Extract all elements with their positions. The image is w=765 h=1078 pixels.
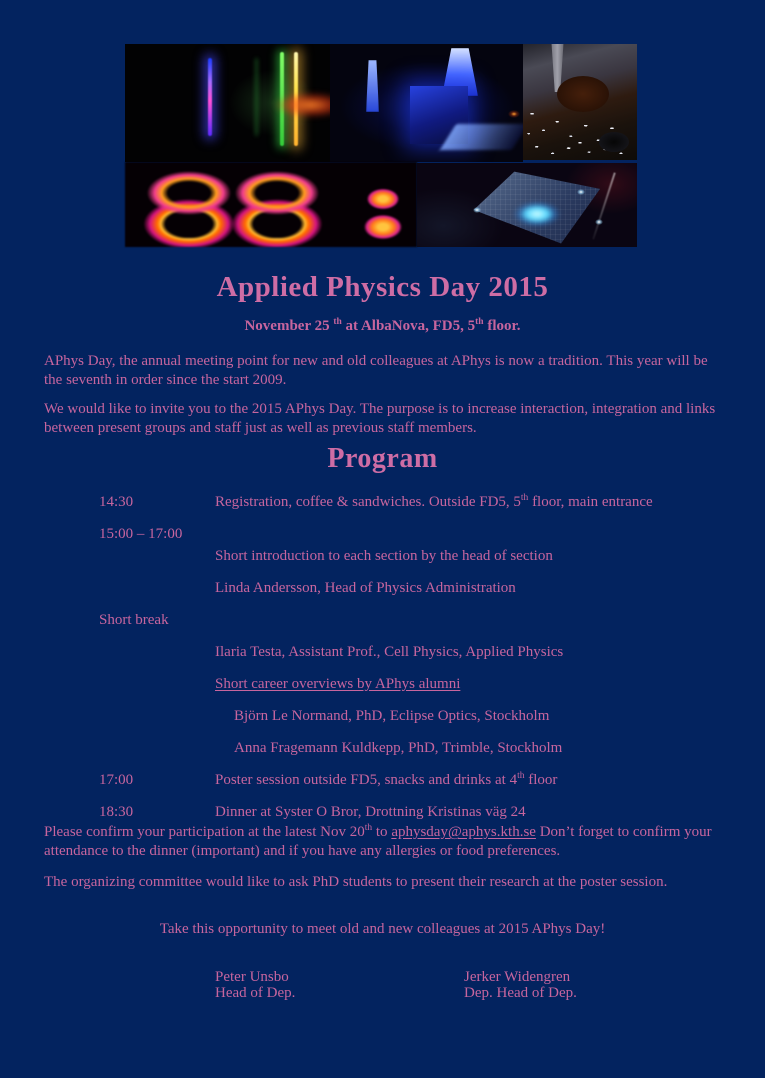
text-segment: floor: [524, 772, 558, 788]
signatures: [215, 969, 695, 1001]
text-segment: at AlbaNova, FD5, 5: [341, 318, 476, 334]
text-segment: Linda Andersson, Head of Physics Administration: [215, 580, 516, 596]
program-time: 18:30: [99, 804, 134, 820]
program-time: [99, 579, 215, 598]
signature-title: Head of Dep.: [215, 985, 296, 1001]
signature-block: [215, 969, 464, 1001]
superscript: th: [520, 493, 529, 503]
program-time: [99, 739, 215, 758]
text-segment: Short introduction to each section by the head of section: [215, 548, 553, 564]
signature-name: Peter Unsbo: [215, 969, 289, 985]
microchip-photo: [417, 163, 637, 247]
event-subtitle: [0, 318, 765, 335]
program-description: [215, 771, 729, 790]
program-row: [99, 803, 729, 822]
text-segment: to: [372, 824, 392, 840]
superscript: th: [333, 317, 342, 327]
program-heading: Program: [327, 443, 438, 474]
program-row: [99, 675, 729, 694]
superscript: th: [475, 317, 484, 327]
program-description: [215, 643, 729, 662]
confirmation-paragraph: [44, 823, 726, 861]
beam-profile-rings-photo: [125, 162, 417, 247]
text-segment: Poster session outside FD5, snacks and drinks at 4: [215, 772, 518, 788]
text-segment: November 25: [244, 318, 334, 334]
program-row: [99, 525, 729, 544]
laser-spectra-photo: [125, 44, 330, 162]
closing-invite: Take this opportunity to meet old and new colleagues at 2015 APhys Day!: [159, 921, 606, 937]
optics-lab-photo: [330, 44, 523, 162]
program-description: [215, 493, 729, 512]
program-time: [99, 675, 215, 694]
program-row: [99, 643, 729, 662]
program-row: [99, 493, 729, 512]
program-row: [99, 739, 729, 758]
text-segment: Dinner at Syster O Bror, Drottning Kristinas väg 24: [215, 804, 526, 820]
email-link[interactable]: aphysday@aphys.kth.se: [391, 824, 536, 840]
text-segment: Please confirm your participation at the latest Nov 20: [44, 824, 365, 840]
program-list: [99, 493, 729, 835]
text-segment: Anna Fragemann Kuldkepp, PhD, Trimble, Stockholm: [234, 740, 563, 756]
program-time: 15:00 – 17:00: [99, 526, 183, 542]
machined-parts-photo: [523, 44, 637, 160]
signature-block: [464, 969, 577, 1001]
event-title: Applied Physics Day 2015: [216, 271, 549, 303]
program-time: 14:30: [99, 494, 134, 510]
text-segment: Registration, coffee & sandwiches. Outside FD5, 5: [215, 494, 521, 510]
photo-collage: [125, 44, 637, 247]
program-time: [99, 643, 215, 662]
program-row: [99, 547, 729, 566]
program-description: [215, 707, 729, 726]
program-time: [99, 547, 215, 566]
program-row: [99, 707, 729, 726]
program-description: [215, 547, 729, 566]
phd-note-paragraph: The organizing committee would like to ask PhD students to present their research at the poster session.: [44, 874, 668, 890]
text-segment: Don’t forget to confirm your attendance to the dinner (important) and if you have any allergies or food preferences.: [44, 824, 712, 859]
text-segment: Björn Le Normand, PhD, Eclipse Optics, Stockholm: [234, 708, 550, 724]
intro-paragraph-2: We would like to invite you to the 2015 APhys Day. The purpose is to increase interaction, integration and links between present groups and staff just as well as previous staff members.: [44, 401, 716, 436]
program-time: 17:00: [99, 772, 134, 788]
signature-title: Dep. Head of Dep.: [464, 985, 577, 1001]
program-description: [215, 579, 729, 598]
signature-name: Jerker Widengren: [464, 969, 571, 985]
program-description: [215, 611, 729, 630]
text-segment: floor, main entrance: [528, 494, 653, 510]
program-description: [215, 739, 729, 758]
program-description: [215, 675, 729, 694]
program-time: Short break: [99, 612, 169, 628]
intro-paragraph-1: APhys Day, the annual meeting point for new and old colleagues at APhys is now a tradition. This year will be the seventh in order since the start 2009.: [44, 353, 708, 388]
program-time: [99, 707, 215, 726]
text-segment: Short career overviews by APhys alumni: [215, 676, 461, 692]
program-description: [215, 803, 729, 822]
superscript: th: [364, 823, 373, 833]
program-row: [99, 611, 729, 630]
text-segment: Ilaria Testa, Assistant Prof., Cell Physics, Applied Physics: [215, 644, 564, 660]
program-row: [99, 771, 729, 790]
program-description: [215, 525, 729, 544]
text-segment: floor.: [483, 318, 521, 334]
program-row: [99, 579, 729, 598]
superscript: th: [517, 771, 525, 781]
